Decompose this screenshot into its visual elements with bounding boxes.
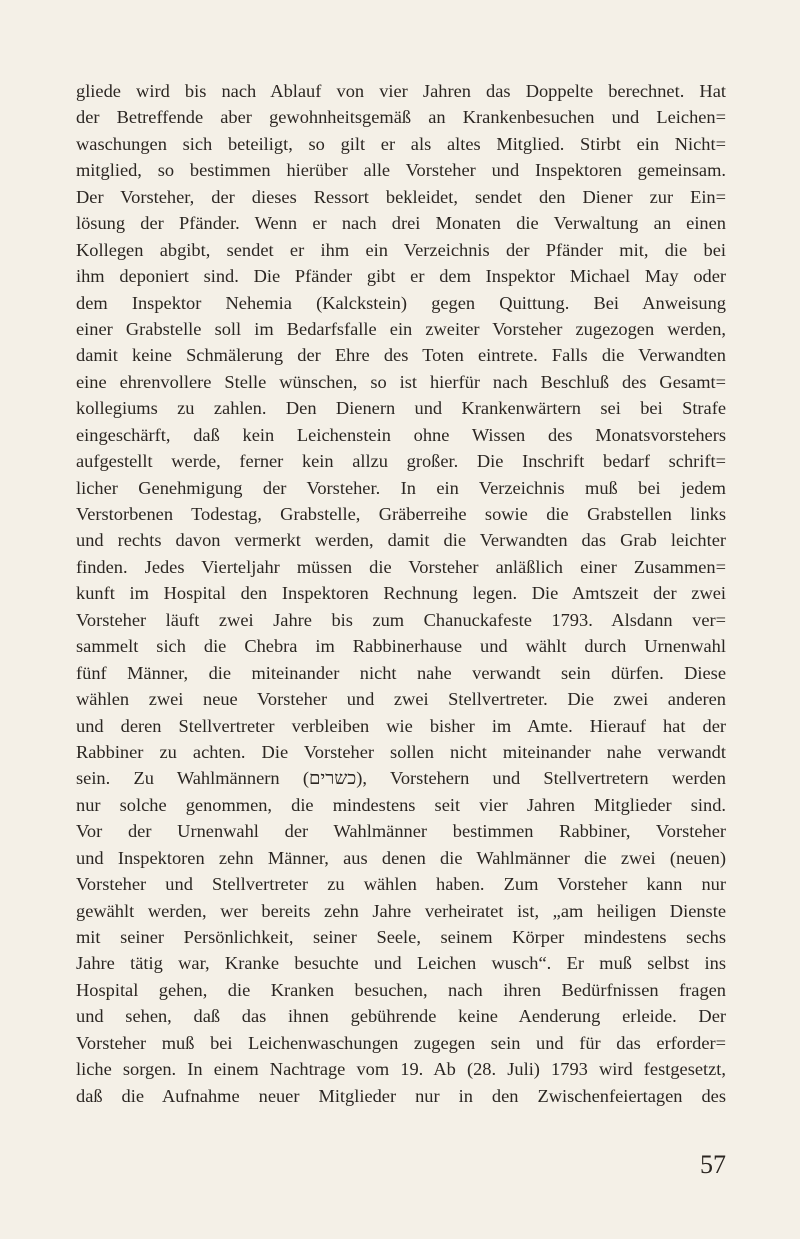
text-line: ihm deponiert sind. Die Pfänder gibt er dem Inspektor Michael May oder <box>76 266 726 287</box>
text-line: gliede wird bis nach Ablauf von vier Jahren das Doppelte berechnet. Hat <box>76 81 726 101</box>
text-line: lösung der Pfänder. Wenn er nach drei Monaten die Verwaltung an einen <box>76 213 726 234</box>
text-line: sammelt sich die Chebra im Rabbinerhause und wählt durch Urnenwahl <box>76 636 726 657</box>
text-line: Verstorbenen Todestag, Grabstelle, Gräberreihe sowie die Grabstellen links <box>76 504 726 524</box>
text-line: nur solche genommen, die mindestens seit vier Jahren Mitglieder sind. <box>76 794 726 815</box>
text-line: dem Inspektor Nehemia (Kalckstein) gegen Quittung. Bei Anweisung <box>76 292 726 313</box>
text-line: eine ehrenvollere Stelle wünschen, so ist hierfür nach Beschluß des Gesamt= <box>76 371 726 392</box>
text-line: der Betreffende aber gewohnheitsgemäß an Krankenbesuchen und Leichen= <box>76 107 726 128</box>
text-line: mit seiner Persönlichkeit, seiner Seele, seinem Körper mindestens sechs <box>76 927 726 947</box>
text-line: daß die Aufnahme neuer Mitglieder nur in den Zwischenfeiertagen des <box>76 1085 726 1106</box>
text-line: Rabbiner zu achten. Die Vorsteher sollen nicht miteinander nahe verwandt <box>76 741 726 762</box>
text-line: gewählt werden, wer bereits zehn Jahre verheiratet ist, „am heiligen Dienste <box>76 900 726 921</box>
text-line: finden. Jedes Vierteljahr müssen die Vorsteher anläßlich einer Zusammen= <box>76 556 726 577</box>
text-line: fünf Männer, die miteinander nicht nahe verwandt sein dürfen. Diese <box>76 662 726 683</box>
text-line: eingeschärft, daß kein Leichenstein ohne Wissen des Monatsvorstehers <box>76 424 726 445</box>
text-line: waschungen sich beteiligt, so gilt er als altes Mitglied. Stirbt ein Nicht= <box>76 133 726 154</box>
text-line: und deren Stellvertreter verbleiben wie bisher im Amte. Hierauf hat der <box>76 715 726 736</box>
text-line: Vorsteher muß bei Leichenwaschungen zugegen sein und für das erforder= <box>76 1032 726 1053</box>
text-line: damit keine Schmälerung der Ehre des Toten eintrete. Falls die Verwandten <box>76 345 726 366</box>
text-line: Kollegen abgibt, sendet er ihm ein Verzeichnis der Pfänder mit, die bei <box>76 239 726 260</box>
text-line: licher Genehmigung der Vorsteher. In ein Verzeichnis muß bei jedem <box>76 477 726 498</box>
text-line: sein. Zu Wahlmännern (כשרים), Vorstehern und Stellvertretern werden <box>76 768 726 789</box>
text-line: Vor der Urnenwahl der Wahlmänner bestimmen Rabbiner, Vorsteher <box>76 821 726 842</box>
body-text <box>76 78 726 1109</box>
text-line: aufgestellt werde, ferner kein allzu großer. Die Inschrift bedarf schrift= <box>76 451 726 472</box>
text-line: liche sorgen. In einem Nachtrage vom 19. Ab (28. Juli) 1793 wird festgesetzt, <box>76 1059 726 1080</box>
text-line: kollegiums zu zahlen. Den Dienern und Krankenwärtern sei bei Strafe <box>76 398 726 419</box>
text-line: und Inspektoren zehn Männer, aus denen die Wahlmänner die zwei (neuen) <box>76 847 726 868</box>
text-line: Vorsteher und Stellvertreter zu wählen haben. Zum Vorsteher kann nur <box>76 874 726 895</box>
text-line: und sehen, daß das ihnen gebührende keine Aenderung erleide. Der <box>76 1006 726 1027</box>
text-line: Hospital gehen, die Kranken besuchen, nach ihren Bedürfnissen fragen <box>76 979 726 1000</box>
text-line: Vorsteher läuft zwei Jahre bis zum Chanuckafeste 1793. Alsdann ver= <box>76 609 726 630</box>
text-line: kunft im Hospital den Inspektoren Rechnung legen. Die Amtszeit der zwei <box>76 583 726 604</box>
text-line: mitglied, so bestimmen hierüber alle Vorsteher und Inspektoren gemeinsam. <box>76 160 726 181</box>
text-line: wählen zwei neue Vorsteher und zwei Stellvertreter. Die zwei anderen <box>76 689 726 710</box>
text-line: und rechts davon vermerkt werden, damit die Verwandten das Grab leichter <box>76 530 726 551</box>
text-line: einer Grabstelle soll im Bedarfsfalle ein zweiter Vorsteher zugezogen werden, <box>76 318 726 339</box>
page-number: 57 <box>700 1150 726 1179</box>
text-line: Jahre tätig war, Kranke besuchte und Leichen wusch“. Er muß selbst ins <box>76 953 726 974</box>
text-line: Der Vorsteher, der dieses Ressort bekleidet, sendet den Diener zur Ein= <box>76 186 726 207</box>
